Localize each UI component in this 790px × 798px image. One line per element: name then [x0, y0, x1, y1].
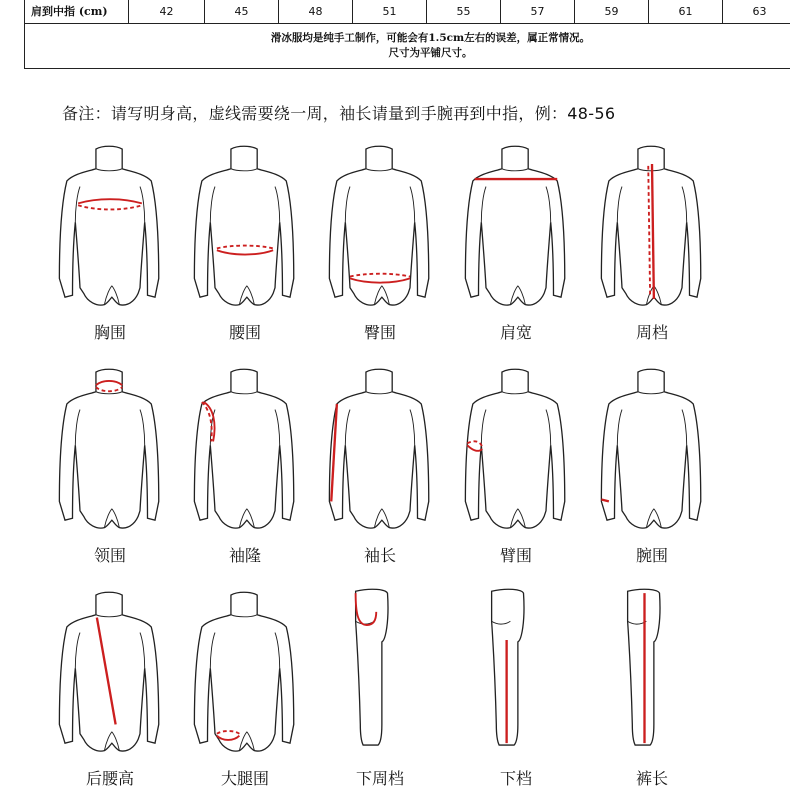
figure-label: 肩宽	[456, 320, 576, 343]
figure-crotch	[320, 578, 440, 798]
size-row	[25, 0, 790, 24]
figure-waist	[185, 132, 305, 352]
size-note	[25, 24, 790, 69]
figure-label: 裤长	[592, 766, 712, 789]
body-outline-icon	[592, 132, 712, 317]
figure-armhole	[185, 355, 305, 575]
size-cell: 55	[427, 0, 501, 24]
figure-hip	[320, 132, 440, 352]
figure-label: 大腿围	[185, 766, 305, 789]
body-outline-icon	[592, 355, 712, 540]
figure-thigh	[185, 578, 305, 798]
size-cell: 51	[353, 0, 427, 24]
figure-label: 周档	[592, 320, 712, 343]
size-cell: 57	[501, 0, 575, 24]
figure-backwaist	[50, 578, 170, 798]
figure-label: 后腰高	[50, 766, 170, 789]
figure-upperarm	[456, 355, 576, 575]
figure-label: 腰围	[185, 320, 305, 343]
figure-length	[592, 578, 712, 798]
figure-label: 腕围	[592, 543, 712, 566]
pants-outline-icon	[456, 578, 576, 763]
figure-shoulder	[456, 132, 576, 352]
body-outline-icon	[185, 355, 305, 540]
figure-label: 下周档	[320, 766, 440, 789]
pants-outline-icon	[592, 578, 712, 763]
size-note-line-1: 滑冰服均是纯手工制作，可能会有1.5cm左右的误差，属正常情况。	[25, 31, 790, 46]
figure-label: 臀围	[320, 320, 440, 343]
figure-label: 袖长	[320, 543, 440, 566]
body-outline-icon	[50, 578, 170, 763]
figure-label: 下档	[456, 766, 576, 789]
size-cell: 48	[279, 0, 353, 24]
body-outline-icon	[456, 132, 576, 317]
body-outline-icon	[50, 355, 170, 540]
figure-label: 领围	[50, 543, 170, 566]
size-cell: 61	[649, 0, 723, 24]
body-outline-icon	[320, 132, 440, 317]
figure-label: 袖隆	[185, 543, 305, 566]
body-outline-icon	[50, 132, 170, 317]
size-cell: 42	[129, 0, 205, 24]
figure-label: 臂围	[456, 543, 576, 566]
note-row	[25, 24, 790, 69]
size-cell: 59	[575, 0, 649, 24]
body-outline-icon	[456, 355, 576, 540]
size-note-line-2: 尺寸为平铺尺寸。	[25, 46, 790, 61]
size-cell: 45	[205, 0, 279, 24]
pants-outline-icon	[320, 578, 440, 763]
figure-sleeve	[320, 355, 440, 575]
figure-inseam	[456, 578, 576, 798]
figure-chest	[50, 132, 170, 352]
body-outline-icon	[320, 355, 440, 540]
figure-label: 胸围	[50, 320, 170, 343]
size-row-label: 肩到中指 (cm)	[25, 0, 129, 24]
body-outline-icon	[185, 578, 305, 763]
size-cell: 63	[723, 0, 790, 24]
size-table	[24, 0, 790, 69]
body-outline-icon	[185, 132, 305, 317]
remark-text: 备注：请写明身高，虚线需要绕一周，袖长请量到手腕再到中指，例：48-56	[62, 101, 615, 124]
figure-torso	[592, 132, 712, 352]
figure-neck	[50, 355, 170, 575]
figure-wrist	[592, 355, 712, 575]
